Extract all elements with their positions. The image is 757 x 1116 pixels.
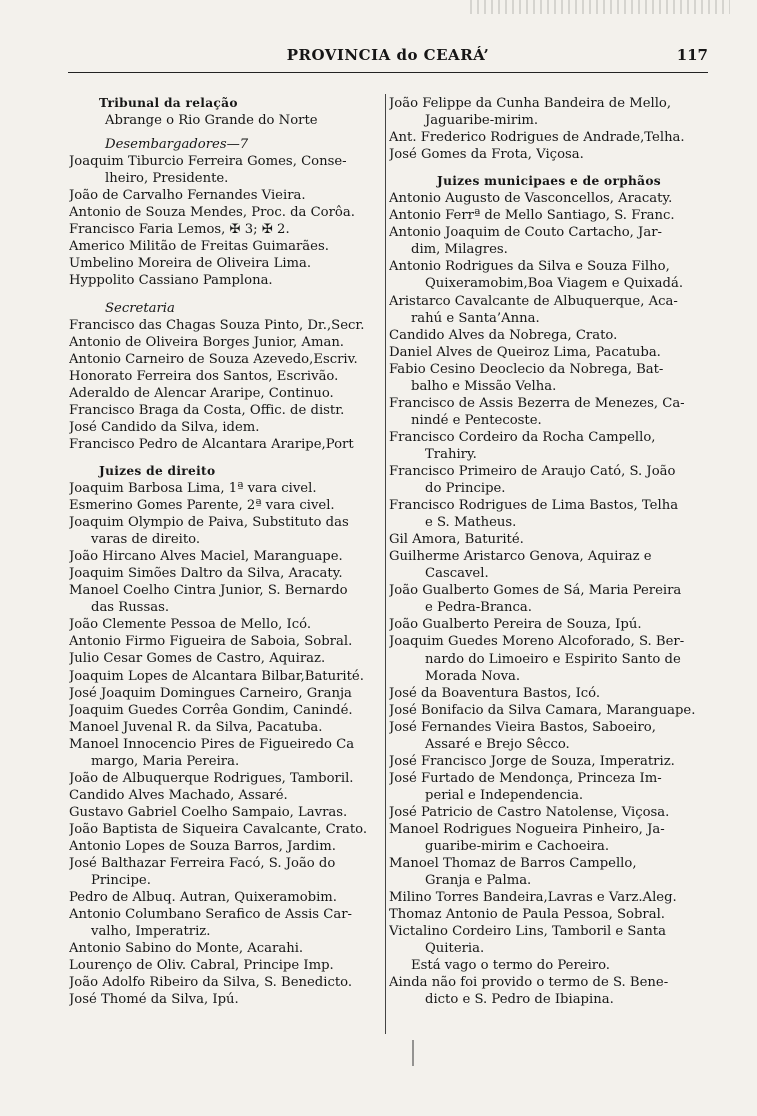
entry-line: José Gomes da Frota, Viçosa. xyxy=(389,147,584,163)
entry-line: Milino Torres Bandeira,Lavras e Varz.Aleg. xyxy=(389,890,677,906)
spacer xyxy=(69,453,380,463)
entry-line: Quiteria. xyxy=(425,941,485,957)
entry-line: Julio Cesar Gomes de Castro, Aquiraz. xyxy=(69,651,326,667)
entry-line: Antonio Joaquim de Couto Cartacho, Jar- xyxy=(389,225,662,241)
entry-line: Joaquim Guedes Moreno Alcoforado, S. Ber- xyxy=(389,634,685,650)
entry-line: Francisco Braga da Costa, Offic. de distr. xyxy=(69,402,345,418)
entry-line: Trahiry. xyxy=(425,446,477,462)
entry-line: Fabio Cesino Deoclecio da Nobrega, Bat- xyxy=(389,361,664,377)
entry-line: Jaguaribe-mirim. xyxy=(425,113,539,129)
entry-line: Manoel Rodrigues Nogueira Pinheiro, Ja- xyxy=(389,821,665,837)
scan-speckle xyxy=(470,0,730,14)
entry-line: João Gualberto Pereira de Souza, Ipú. xyxy=(389,617,642,633)
entry-line: Joaquim Lopes de Alcantara Bilbar,Baturité. xyxy=(69,668,364,684)
entry-line: margo, Maria Pereira. xyxy=(91,753,240,769)
entry-line: Joaquim Barbosa Lima, 1ª vara civel. xyxy=(69,480,317,496)
entry-line: Candido Alves da Nobrega, Crato. xyxy=(389,327,618,343)
page-header xyxy=(68,46,708,68)
entry-line: lheiro, Presidente. xyxy=(105,171,229,187)
entry-line: Principe. xyxy=(91,873,151,889)
entry-line: Daniel Alves de Queiroz Lima, Pacatuba. xyxy=(389,344,661,360)
entry-line: dicto e S. Pedro de Ibiapina. xyxy=(425,992,614,1008)
entry-line: Francisco Rodrigues de Lima Bastos, Telha xyxy=(389,498,679,514)
entry-line: das Russas. xyxy=(91,600,170,616)
entry-line: Antonio Augusto de Vasconcellos, Aracaty. xyxy=(389,191,673,207)
entry-line: e Pedra-Branca. xyxy=(425,600,532,616)
entry-line: João Hircano Alves Maciel, Maranguape. xyxy=(69,549,343,565)
entry-line: Antonio Sabino do Monte, Acarahi. xyxy=(69,941,304,957)
entry-line: Joaquim Olympio de Paiva, Substituto das xyxy=(69,515,349,531)
page-number: 117 xyxy=(676,46,708,64)
entry-line: Antonio Ferrª de Mello Santiago, S. Franc. xyxy=(389,208,675,224)
entry-line: do Principe. xyxy=(425,481,506,497)
entry-line: Americo Militão de Freitas Guimarães. xyxy=(69,239,329,255)
entry-line: Honorato Ferreira dos Santos, Escrivão. xyxy=(69,368,339,384)
entry-line: João de Albuquerque Rodrigues, Tamboril. xyxy=(69,770,354,786)
entry-line: balho e Missão Velha. xyxy=(411,378,557,394)
entry-line: Antonio Lopes de Souza Barros, Jardim. xyxy=(69,838,336,854)
entry-line: José Patricio de Castro Natolense, Viçosa. xyxy=(389,804,670,820)
entry-line: Manoel Juvenal R. da Silva, Pacatuba. xyxy=(69,719,323,735)
entry-line: Aristarco Cavalcante de Albuquerque, Aca- xyxy=(389,293,678,309)
left-column xyxy=(69,95,380,1008)
entry-line: José da Boaventura Bastos, Icó. xyxy=(389,685,601,701)
entry-line: Antonio de Souza Mendes, Proc. da Corôa. xyxy=(69,205,355,221)
entry-line: Cascavel. xyxy=(425,566,489,582)
entry-line: Antonio Firmo Figueira de Saboia, Sobral. xyxy=(69,634,353,650)
entry-line: Francisco Primeiro de Araujo Cató, S. João xyxy=(389,463,676,479)
entry-line: Manoel Coelho Cintra Junior, S. Bernardo xyxy=(69,583,348,599)
entry-line: Manoel Thomaz de Barros Campello, xyxy=(389,856,637,872)
entry-line: perial e Independencia. xyxy=(425,787,584,803)
entry-line: Francisco Faria Lemos, ✠ 3; ✠ 2. xyxy=(69,222,290,238)
entry-line: José Thomé da Silva, Ipú. xyxy=(69,992,239,1008)
entry-line: dim, Milagres. xyxy=(411,242,508,258)
entry-line: Pedro de Albuq. Autran, Quixeramobim. xyxy=(69,890,337,906)
entry-line: João Gualberto Gomes de Sá, Maria Pereira xyxy=(389,583,682,599)
entry-line: Joaquim Tiburcio Ferreira Gomes, Conse- xyxy=(69,154,347,170)
entry-line: Está vago o termo do Pereiro. xyxy=(411,958,610,974)
entry-line: Joaquim Simões Daltro da Silva, Aracaty. xyxy=(69,566,343,582)
entry-line: Assaré e Brejo Sêcco. xyxy=(425,736,570,752)
entry-line: Francisco Cordeiro da Rocha Campello, xyxy=(389,429,656,445)
entry-line: Ainda não foi provido o termo de S. Bene- xyxy=(389,975,669,991)
entry-line: Francisco das Chagas Souza Pinto, Dr.,Secr. xyxy=(69,317,365,333)
section-title-secretaria: Secretaria xyxy=(105,300,175,316)
entry-line: José Joaquim Domingues Carneiro, Granja xyxy=(69,685,352,701)
entry-line: João Baptista de Siqueira Cavalcante, Crato. xyxy=(69,821,368,837)
entry-line: Antonio Columbano Serafico de Assis Car- xyxy=(69,907,352,923)
entry-line: Aderaldo de Alencar Araripe, Continuo. xyxy=(69,385,334,401)
entry-line: Gil Amora, Baturité. xyxy=(389,532,524,548)
entry-line: Umbelino Moreira de Oliveira Lima. xyxy=(69,256,312,272)
entry-line: nindé e Pentecoste. xyxy=(411,412,542,428)
entry-line: João de Carvalho Fernandes Vieira. xyxy=(69,188,306,204)
page-title: PROVINCIA do CEARÁ’ xyxy=(286,46,490,64)
entry-line: valho, Imperatriz. xyxy=(91,924,211,940)
entry-line: Antonio Carneiro de Souza Azevedo,Escriv. xyxy=(69,351,358,367)
entry-line: rahú e Santa’Anna. xyxy=(411,310,540,326)
entry-line: José Francisco Jorge de Souza, Imperatriz. xyxy=(389,753,675,769)
entry-line: José Balthazar Ferreira Facó, S. João do xyxy=(69,856,336,872)
entry-line: Victalino Cordeiro Lins, Tamboril e Santa xyxy=(389,924,666,940)
spacer xyxy=(69,129,380,136)
entry-line: Manoel Innocencio Pires de Figueiredo Ca xyxy=(69,736,355,752)
section-title-juizes-municipaes: Juizes municipaes e de orphãos xyxy=(437,174,661,189)
entry-line: Joaquim Guedes Corrêa Gondim, Canindé. xyxy=(69,702,353,718)
entry-line: João Adolfo Ribeiro da Silva, S. Benedicto. xyxy=(69,975,353,991)
scan-mark xyxy=(412,1040,414,1066)
entry-line: João Felippe da Cunha Bandeira de Mello, xyxy=(389,96,672,111)
entry-line: Gustavo Gabriel Coelho Sampaio, Lavras. xyxy=(69,804,348,820)
spacer xyxy=(69,290,380,300)
entry-line: Lourenço de Oliv. Cabral, Principe Imp. xyxy=(69,958,334,974)
entry-line: Francisco Pedro de Alcantara Araripe,Port xyxy=(69,436,354,452)
entry-line: guaribe-mirim e Cachoeira. xyxy=(425,839,610,855)
entry-line: José Furtado de Mendonça, Princeza Im- xyxy=(389,770,662,786)
entry-line: Esmerino Gomes Parente, 2ª vara civel. xyxy=(69,498,335,514)
entry-line: e S. Matheus. xyxy=(425,515,517,531)
entry-line: Antonio Rodrigues da Silva e Souza Filho, xyxy=(389,259,670,275)
section-subtitle: Abrange o Rio Grande do Norte xyxy=(105,113,318,129)
entry-line: Candido Alves Machado, Assaré. xyxy=(69,787,288,803)
header-rule xyxy=(68,72,708,73)
section-title-desembargadores: Desembargadores—7 xyxy=(105,137,249,153)
entry-line: José Bonifacio da Silva Camara, Maranguape. xyxy=(389,702,696,718)
spacer xyxy=(389,163,709,173)
section-title-tribunal: Tribunal da relação xyxy=(99,96,238,110)
entry-line: varas de direito. xyxy=(91,532,201,548)
entry-line: Morada Nova. xyxy=(425,668,521,684)
entry-line: Hyppolito Cassiano Pamplona. xyxy=(69,273,273,289)
column-divider xyxy=(385,94,386,1034)
entry-line: José Fernandes Vieira Bastos, Saboeiro, xyxy=(389,719,656,735)
entry-line: Thomaz Antonio de Paula Pessoa, Sobral. xyxy=(389,907,665,923)
entry-line: Granja e Palma. xyxy=(425,873,532,889)
entry-line: nardo do Limoeiro e Espirito Santo de xyxy=(425,651,681,667)
entry-line: José Candido da Silva, idem. xyxy=(69,419,260,435)
entry-line: João Clemente Pessoa de Mello, Icó. xyxy=(69,617,312,633)
right-column xyxy=(389,95,709,1008)
entry-line: Francisco de Assis Bezerra de Menezes, Ca- xyxy=(389,395,685,411)
entry-line: Ant. Frederico Rodrigues de Andrade,Telha. xyxy=(389,130,685,146)
entry-line: Antonio de Oliveira Borges Junior, Aman. xyxy=(69,334,344,350)
section-title-juizes-direito: Juizes de direito xyxy=(99,463,216,478)
entry-line: Guilherme Aristarco Genova, Aquiraz e xyxy=(389,549,652,565)
entry-line: Quixeramobim,Boa Viagem e Quixadá. xyxy=(425,276,684,292)
